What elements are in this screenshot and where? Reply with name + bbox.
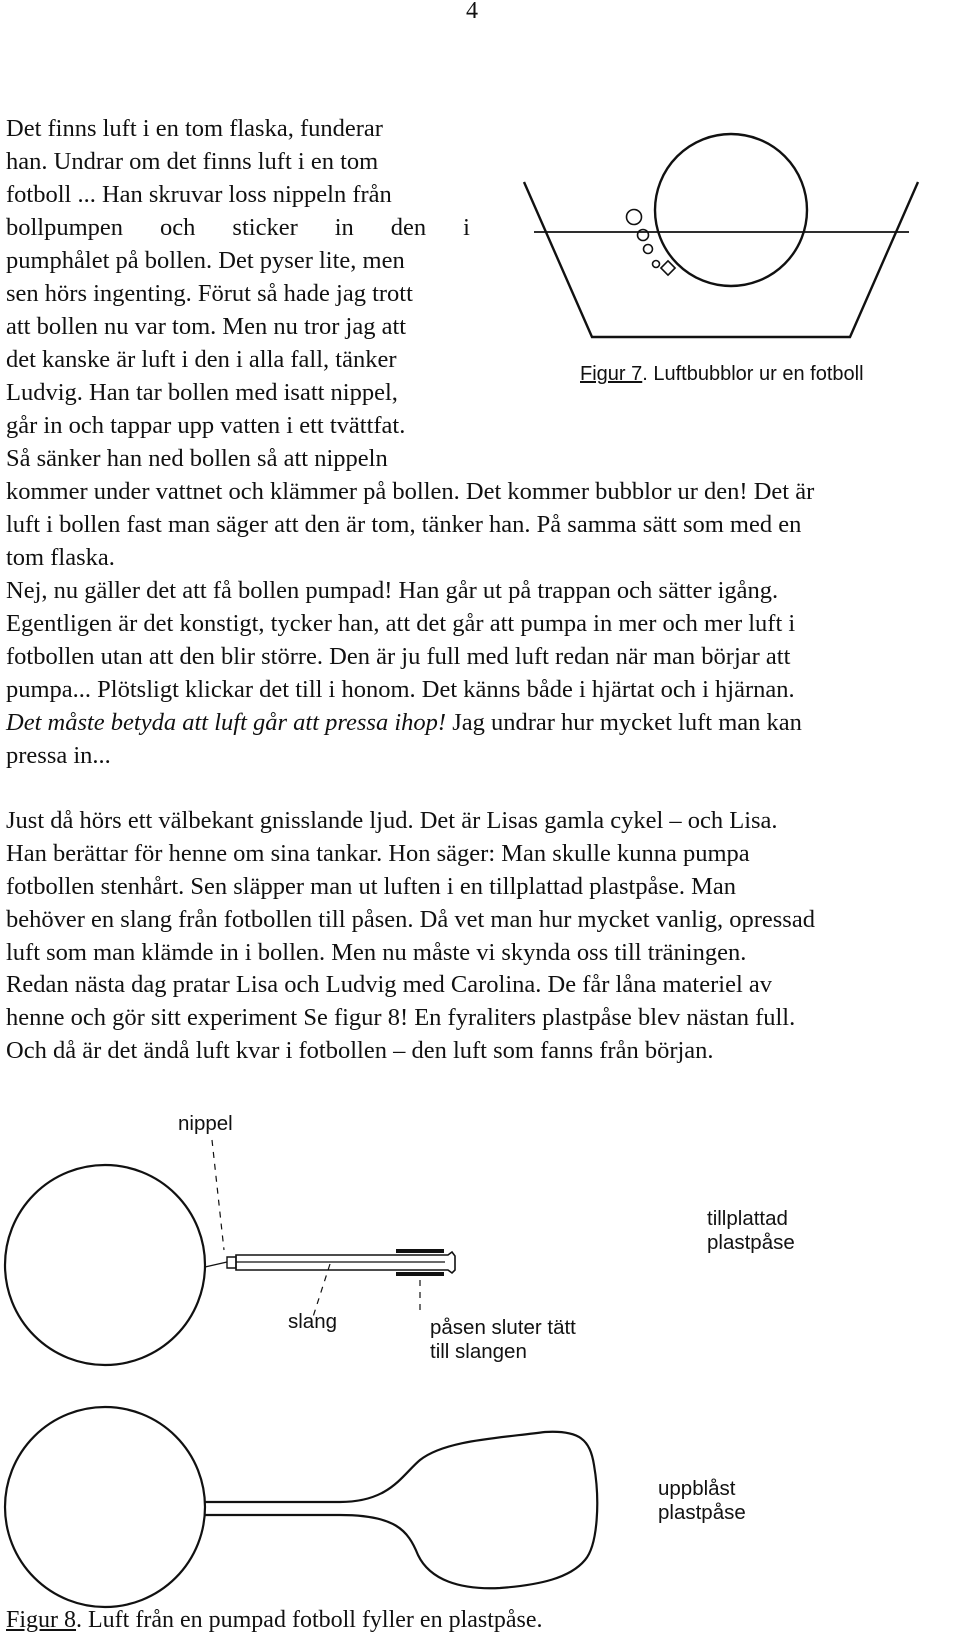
word: den [390, 214, 427, 241]
hose-and-flat-bag [236, 1252, 455, 1273]
text-line: luft som man klämde in i bollen. Men nu måste vi skynda oss till träningen. [6, 939, 747, 966]
bubble [638, 230, 649, 241]
label-flattened-bag [707, 1207, 795, 1255]
word: in [334, 214, 354, 241]
text-line: sen hörs ingenting. Förut så hade jag trott [6, 280, 413, 307]
figure-8-caption-text: . Luft från en pumpad fotboll fyller en plastpåse. [76, 1607, 543, 1633]
text-line: att bollen nu var tom. Men nu tror jag att [6, 313, 407, 340]
label-nippel: nippel [178, 1112, 233, 1135]
figure-7-basin [524, 182, 918, 337]
nipple-valve [661, 261, 675, 275]
text-line: luft i bollen fast man säger att den är tom, tänker han. På samma sätt som med en [6, 511, 802, 538]
bubble [653, 261, 660, 268]
word: sticker [232, 214, 298, 241]
football-top [5, 1165, 205, 1365]
text-line: Egentligen är det konstigt, tycker han, att det går att pumpa in mer och mer luft i [6, 610, 796, 637]
label-inflated-bag [658, 1477, 746, 1525]
seal-clamp-top [396, 1249, 444, 1253]
text-line: kommer under vattnet och klämmer på bollen. Det kommer bubblor ur den! Det är [6, 478, 815, 505]
nipple-body [227, 1257, 236, 1268]
nipple-pin [205, 1262, 227, 1267]
paragraph-3 [6, 804, 815, 969]
italic-emphasis: Det måste betyda att luft går att pressa ihop! [6, 709, 447, 736]
figure-7-label: Figur 7 [580, 363, 643, 385]
label-line: plastpåse [707, 1231, 795, 1254]
bubble [627, 210, 642, 225]
word: i [463, 214, 470, 241]
text-line: tom flaska. [6, 544, 115, 571]
text-line: det kanske är luft i den i alla fall, tänker [6, 346, 397, 373]
text-line: Ludvig. Han tar bollen med isatt nippel, [6, 379, 398, 406]
word: och [160, 214, 196, 241]
paragraph-1 [6, 475, 814, 574]
text-line: Just då hörs ett välbekant gnisslande ljud. Det är Lisas gamla cykel – och Lisa. [6, 807, 778, 834]
football-circle [655, 134, 807, 286]
inflated-bag-outline [205, 1432, 597, 1588]
seal-clamp-bottom [396, 1272, 444, 1276]
paragraph-4 [6, 968, 795, 1067]
text-line: han. Undrar om det finns luft i en tom [6, 148, 379, 175]
figure-8-inflated [5, 1407, 597, 1607]
leader-nippel [212, 1140, 224, 1250]
label-line: tillplattad [707, 1207, 788, 1230]
text-line: pressa in... [6, 742, 111, 769]
intro-paragraph [6, 112, 470, 475]
label-seal [430, 1316, 576, 1364]
bubbles [627, 210, 660, 268]
text-line: henne och gör sitt experiment Se figur 8! En fyraliters plastpåse blev nästan full. [6, 1004, 796, 1031]
text-line [6, 706, 802, 739]
word: bollpumpen [6, 214, 124, 241]
bubble [644, 245, 653, 254]
text-line: Och då är det ändå luft kvar i fotbollen – den luft som fanns från början. [6, 1037, 714, 1064]
label-line: till slangen [430, 1340, 527, 1363]
figure-7-caption [580, 363, 864, 386]
text-line: Redan nästa dag pratar Lisa och Ludvig med Carolina. De får låna materiel av [6, 971, 772, 998]
text-line: fotbollen utan att den blir större. Den är ju full med luft redan när man börjar att [6, 643, 791, 670]
text-line: går in och tappar upp vatten i ett tvättfat. [6, 412, 406, 439]
text-line: Så sänker han ned bollen så att nippeln [6, 445, 388, 472]
figure-8-drawing [5, 1140, 455, 1365]
label-slang: slang [288, 1310, 338, 1333]
text-line: Han berättar för henne om sina tankar. Hon säger: Man skulle kunna pumpa [6, 840, 750, 867]
text-line: Det finns luft i en tom flaska, funderar [6, 115, 383, 142]
text-line: pumphålet på bollen. Det pyser lite, men [6, 247, 405, 274]
football-bottom [5, 1407, 205, 1607]
text-line: fotbollen stenhårt. Sen släpper man ut luften i en tillplattad plastpåse. Man [6, 873, 737, 900]
text-run: Jag undrar hur mycket luft man kan [446, 709, 802, 736]
figure-8-label: Figur 8 [6, 1607, 77, 1633]
label-line: uppblåst [658, 1477, 736, 1500]
text-line: pumpa... Plötsligt klickar det till i honom. Det känns både i hjärtat och i hjärnan. [6, 676, 795, 703]
text-line: fotboll ... Han skruvar loss nippeln från [6, 181, 392, 208]
text-line: Nej, nu gäller det att få bollen pumpad! Han går ut på trappan och sätter igång. [6, 577, 779, 604]
text-line [6, 211, 470, 244]
basin-outline [524, 182, 918, 337]
label-line: påsen sluter tätt [430, 1316, 576, 1339]
text-line: behöver en slang från fotbollen till påsen. Då vet man hur mycket vanlig, opressad [6, 906, 815, 933]
figure-7-caption-text: . Luftbubblor ur en fotboll [642, 363, 864, 385]
figure-8-caption [6, 1607, 543, 1634]
page-number: 4 [466, 0, 478, 24]
label-line: plastpåse [658, 1501, 746, 1524]
paragraph-2 [6, 574, 802, 772]
